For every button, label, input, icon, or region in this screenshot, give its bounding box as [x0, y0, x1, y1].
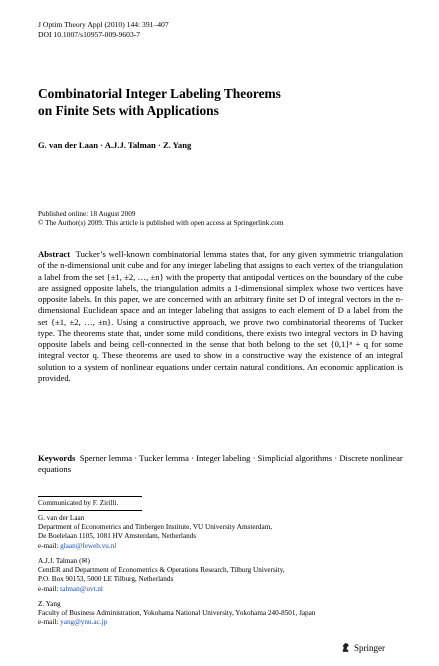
springer-knight-icon [340, 642, 351, 653]
affiliation-name: A.J.J. Talman (✉) [38, 557, 90, 565]
keywords-text: Sperner lemma · Tucker lemma · Integer labeling · Simplicial algorithms · Discrete nonlinear equations [38, 453, 403, 475]
email-label: e-mail: [38, 584, 61, 593]
email-label: e-mail: [38, 618, 61, 627]
title-line-1: Combinatorial Integer Labeling Theorems [38, 86, 281, 101]
journal-citation: J Optim Theory Appl (2010) 144: 391–407 [38, 20, 169, 29]
publisher-logo [340, 642, 385, 653]
affiliation-name: G. van der Laan [38, 514, 85, 522]
publication-info [38, 210, 284, 228]
journal-header [38, 20, 169, 39]
affiliation-dept: CentER and Department of Econometrics & Operations Research, Tilburg University, [38, 566, 285, 575]
affiliation-2 [38, 557, 285, 594]
paper-title [38, 86, 378, 119]
affiliation-1 [38, 514, 272, 551]
abstract-label: Abstract [38, 249, 71, 259]
affiliation-address: P.O. Box 90153, 5000 LE Tilburg, Netherlands [38, 575, 174, 584]
affiliation-email-line [38, 618, 315, 627]
footnote-rule [38, 496, 142, 497]
abstract-text: Tucker’s well-known combinatorial lemma states that, for any given symmetric triangulation of the n-dimensional unit cube and for any integer labeling that assigns to each vertex of the triangulation a label from the set {±1, ±2, …, ±n} with the property that antipodal vertices on the boundary of the cube are assigned opposite labels, the triangulation admits a 1-dimensional simplex whose two vertices have opposite labels. In this paper, we are concerned with an arbitrary finite set D of integral vectors in the n-dimensional Euclidean space and an integer labeling that assigns to each element of D a label from the set {±1, ±2, …, ±n}. Using a constructive approach, we prove two combinatorial theorems of Tucker type. The theorems state that, under some mild conditions, there exists two integral vectors in D having opposite labels and being cell-connected in the sense that both belong to the set {0,1}ⁿ + q for some integral vector q. These theorems are used to show in a constructive way the existence of an integral solution to a system of nonlinear equations under certain natural conditions. An economic application is provided. [38, 249, 403, 383]
doi: DOI 10.1007/s10957-009-9603-7 [38, 29, 141, 39]
affiliation-email-line [38, 542, 272, 551]
email-link[interactable]: glaan@feweb.vu.nl [60, 541, 117, 550]
authors: G. van der Laan · A.J.J. Talman · Z. Yang [38, 140, 192, 150]
publisher-name: Springer [354, 642, 385, 653]
email-link[interactable]: talman@uvt.nl [60, 584, 103, 593]
title-line-2: on Finite Sets with Applications [38, 102, 219, 118]
communicated-by: Communicated by F. Zirilli. [38, 499, 119, 507]
affiliation-dept: Department of Econometrics and Tinbergen Institute, VU University Amsterdam, [38, 523, 273, 532]
footnote-rule-2 [38, 510, 142, 511]
keywords-label: Keywords [38, 453, 76, 463]
affiliation-3 [38, 600, 315, 628]
published-online: Published online: 18 August 2009 [38, 210, 136, 218]
affiliation-dept: Faculty of Business Administration, Yokohama National University, Yokohama 240-8501, Japan [38, 609, 316, 618]
email-label: e-mail: [38, 541, 61, 550]
affiliation-email-line [38, 585, 285, 594]
affiliation-name: Z. Yang [38, 600, 61, 608]
copyright: © The Author(s) 2009. This article is published with open access at Springerlink.com [38, 219, 284, 227]
affiliation-address: De Boelelaan 1105, 1081 HV Amsterdam, Netherlands [38, 532, 197, 541]
abstract [38, 249, 403, 384]
email-link[interactable]: yang@ynu.ac.jp [60, 618, 108, 627]
keywords [38, 453, 403, 476]
